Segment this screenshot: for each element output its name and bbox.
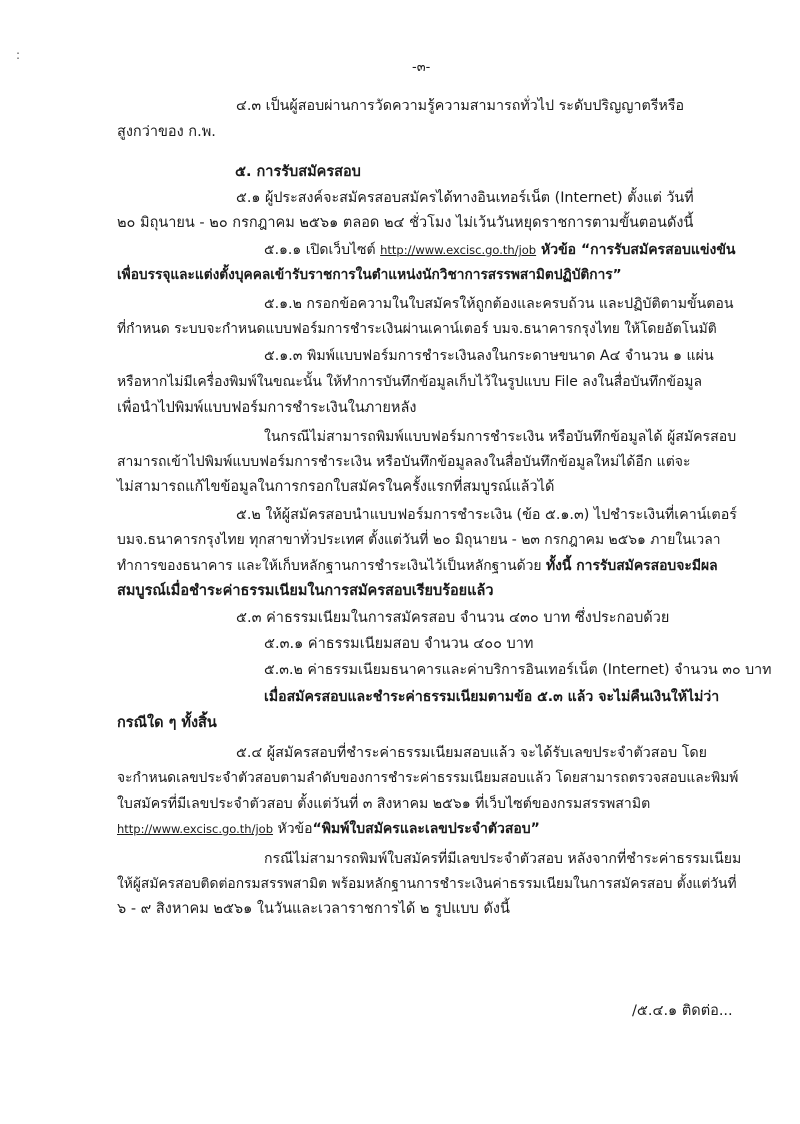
section-5-4-line4 [117,819,540,839]
section-5-3-item2: ๕.๓.๒ ค่าธรรมเนียมธนาคารและค่าบริการอินเทอร์เน็ต (Internet) จำนวน ๓๐ บาท [264,662,772,678]
note-cannot-print-line3: ๖ - ๙ สิงหาคม ๒๕๖๑ ในวันและเวลาราชการได้ ๒ รูปแบบ ดังนี้ [117,901,510,917]
section-5-1-2-line2: ที่กำหนด ระบบจะกำหนดแบบฟอร์มการชำระเงินผ่านเคาน์เตอร์ บมจ.ธนาคารกรุงไทย ให้โดยอัตโนมัติ [117,321,717,337]
no-refund-line1: เมื่อสมัครสอบและชำระค่าธรรมเนียมตามข้อ ๕.๓ แล้ว จะไม่คืนเงินให้ไม่ว่า [264,689,720,705]
section-5-4-line4-middle: หัวข้อ [273,821,313,837]
section-5-4-line4-bold: “พิมพ์ใบสมัครและเลขประจำตัวสอบ” [312,821,540,837]
note-print-line3: ไม่สามารถแก้ไขข้อมูลในการกรอกใบสมัครในครั้งแรกที่สมบูรณ์แล้วได้ [117,479,555,495]
section-5-1-line1: ๕.๑ ผู้ประสงค์จะสมัครสอบสมัครได้ทางอินเทอร์เน็ต (Internet) ตั้งแต่ วันที่ [236,190,694,206]
excise-job-link-2[interactable]: http://www.excisc.go.th/job [117,822,274,836]
section-5-4-line1: ๕.๔ ผู้สมัครสอบที่ชำระค่าธรรมเนียมสอบแล้ว จะได้รับเลขประจำตัวสอบ โดย [236,745,708,761]
corner-mark: : [16,48,21,62]
section-5-1-line2: ๒๐ มิถุนายน - ๒๐ กรกฎาคม ๒๕๖๑ ตลอด ๒๔ ชั่วโมง ไม่เว้นวันหยุดราชการตามขั้นตอนดังนี้ [117,215,694,231]
no-refund-line2: กรณีใด ๆ ทั้งสิ้น [117,715,217,731]
section-4-3-line1: ๔.๓ เป็นผู้สอบผ่านการวัดความรู้ความสามารถทั่วไป ระดับปริญญาตรีหรือ [236,98,685,114]
section-5-1-1-line1 [264,240,736,260]
section-5-1-1-topic-part1: “การรับสมัครสอบแข่งขัน [580,242,736,258]
section-5-4-line2: จะกำหนดเลขประจำตัวสอบตามลำดับของการชำระค่าธรรมเนียมสอบแล้ว โดยสามารถตรวจสอบและพิมพ์ [117,770,739,786]
section-5-2-line1: ๕.๒ ให้ผู้สมัครสอบนำแบบฟอร์มการชำระเงิน (ข้อ ๕.๑.๓) ไปชำระเงินที่เคาน์เตอร์ [236,507,737,523]
section-4-3-line2: สูงกว่าของ ก.พ. [117,124,216,140]
section-5-1-1-topic-part2: เพื่อบรรจุและแต่งตั้งบุคคลเข้ารับราชการในตำแหน่งนักวิชาการสรรพสามิตปฏิบัติการ” [117,267,622,283]
section-5-1-3-line3: เพื่อนำไปพิมพ์แบบฟอร์มการชำระเงินในภายหลัง [117,400,417,416]
section-5-title: ๕. การรับสมัครสอบ [235,164,361,180]
section-5-2-line3-normal: ทำการของธนาคาร และให้เก็บหลักฐานการชำระเงินไว้เป็นหลักฐานด้วย [117,558,546,574]
note-cannot-print-line2: ให้ผู้สมัครสอบติดต่อกรมสรรพสามิต พร้อมหลักฐานการชำระเงินค่าธรรมเนียมในการสมัครสอบ ตั้งแต่วันที่ [117,876,737,892]
continued-note: /๕.๔.๑ ติดต่อ... [632,1003,733,1019]
excise-job-link[interactable]: http://www.excisc.go.th/job [380,243,537,257]
section-5-3-line1: ๕.๓ ค่าธรรมเนียมในการสมัครสอบ จำนวน ๔๓๐ บาท ซึ่งประกอบด้วย [236,610,670,626]
page-number: -๓- [412,60,431,75]
section-5-2-line3 [117,556,718,576]
section-5-4-line3: ใบสมัครที่มีเลขประจำตัวสอบ ตั้งแต่วันที่ ๓ สิงหาคม ๒๕๖๑ ที่เว็บไซต์ของกรมสรรพสามิต [117,796,651,812]
section-5-2-line2: บมจ.ธนาคารกรุงไทย ทุกสาขาทั่วประเทศ ตั้งแต่วันที่ ๒๐ มิถุนายน - ๒๓ กรกฎาคม ๒๕๖๑ ภายในเวลา [117,532,721,548]
section-5-1-3-line1: ๕.๑.๓ พิมพ์แบบฟอร์มการชำระเงินลงในกระดาษขนาด A๔ จำนวน ๑ แผ่น [264,348,714,364]
section-5-2-line3-bold: ทั้งนี้ การรับสมัครสอบจะมีผล [545,558,718,574]
note-print-line1: ในกรณีไม่สามารถพิมพ์แบบฟอร์มการชำระเงิน หรือบันทึกข้อมูลได้ ผู้สมัครสอบ [264,429,737,445]
section-5-1-1-middle: หัวข้อ [536,242,581,258]
section-5-3-item1: ๕.๓.๑ ค่าธรรมเนียมสอบ จำนวน ๔๐๐ บาท [264,636,534,652]
note-print-line2: สามารถเข้าไปพิมพ์แบบฟอร์มการชำระเงิน หรือบันทึกข้อมูลลงในสื่อบันทึกข้อมูลใหม่ได้อีก แต่จะ [117,454,691,470]
section-5-1-3-line2: หรือหากไม่มีเครื่องพิมพ์ในขณะนั้น ให้ทำการบันทึกข้อมูลเก็บไว้ในรูปแบบ File ลงในสื่อบันทึกข้อมูล [117,374,702,390]
section-5-1-2-line1: ๕.๑.๒ กรอกข้อความในใบสมัครให้ถูกต้องและครบถ้วน และปฏิบัติตามขั้นตอน [264,296,734,312]
note-cannot-print-line1: กรณีไม่สามารถพิมพ์ใบสมัครที่มีเลขประจำตัวสอบ หลังจากที่ชำระค่าธรรมเนียม [264,851,742,867]
section-5-2-line4: สมบูรณ์เมื่อชำระค่าธรรมเนียมในการสมัครสอบเรียบร้อยแล้ว [117,583,494,599]
section-5-1-1-prefix: ๕.๑.๑ เปิดเว็บไซต์ [264,242,381,258]
